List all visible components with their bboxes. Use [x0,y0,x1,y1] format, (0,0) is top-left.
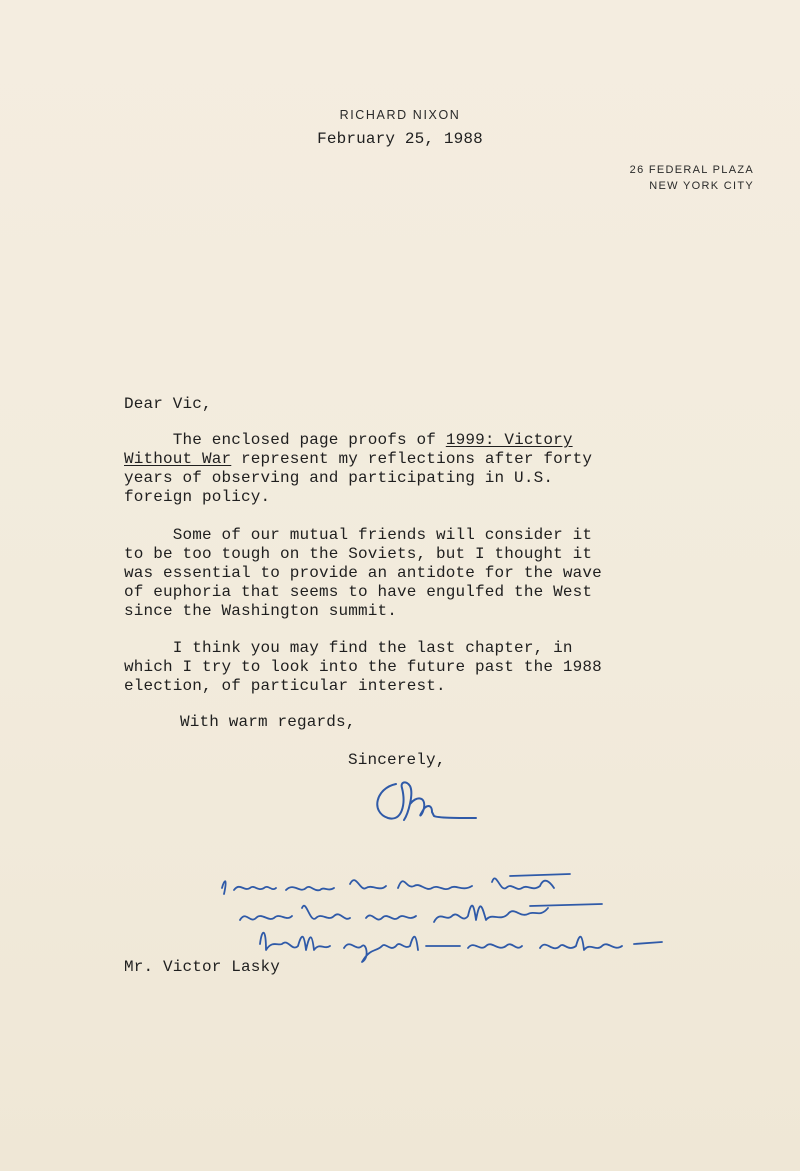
book-title-part1: 1999: Victory [445,431,573,449]
salutation: Dear Vic, [124,395,212,413]
paragraph-1-line-3: years of observing and participating in U.S. [124,469,554,487]
paragraph-1-line-2b: represent my reflections after forty [231,450,593,468]
paragraph-2-line-4: of euphoria that seems to have engulfed the West [124,583,593,601]
paragraph-3 [124,639,602,696]
paragraph-2-line-2: to be too tough on the Soviets, but I thought it [124,545,593,563]
paragraph-2-line-3: was essential to provide an antidote for the wave [124,564,602,582]
letterhead-address-line2: NEW YORK CITY [649,180,754,192]
paragraph-1 [124,431,592,507]
paragraph-1-line-4: foreign policy. [124,488,271,506]
letterhead-name: RICHARD NIXON [339,108,461,122]
paragraph-3-line-3: election, of particular interest. [124,677,446,695]
paragraph-2 [124,526,602,621]
letter-date: February 25, 1988 [317,130,483,148]
paragraph-2-line-1: Some of our mutual friends will consider it [124,526,593,544]
paragraph-3-line-1: I think you may find the last chapter, in [124,639,573,657]
signature-mark [366,774,486,830]
letterhead-address-line1: 26 FEDERAL PLAZA [629,164,754,176]
paragraph-2-line-5: since the Washington summit. [124,602,398,620]
paragraph-1-line-1a: The enclosed page proofs of [124,431,446,449]
paragraph-3-line-2: which I try to look into the future past the 1988 [124,658,602,676]
sign-off: Sincerely, [348,751,446,769]
book-title-part2: Without War [124,450,232,468]
recipient-name: Mr. Victor Lasky [124,958,281,976]
closing: With warm regards, [180,713,356,731]
handwritten-note [210,862,690,972]
